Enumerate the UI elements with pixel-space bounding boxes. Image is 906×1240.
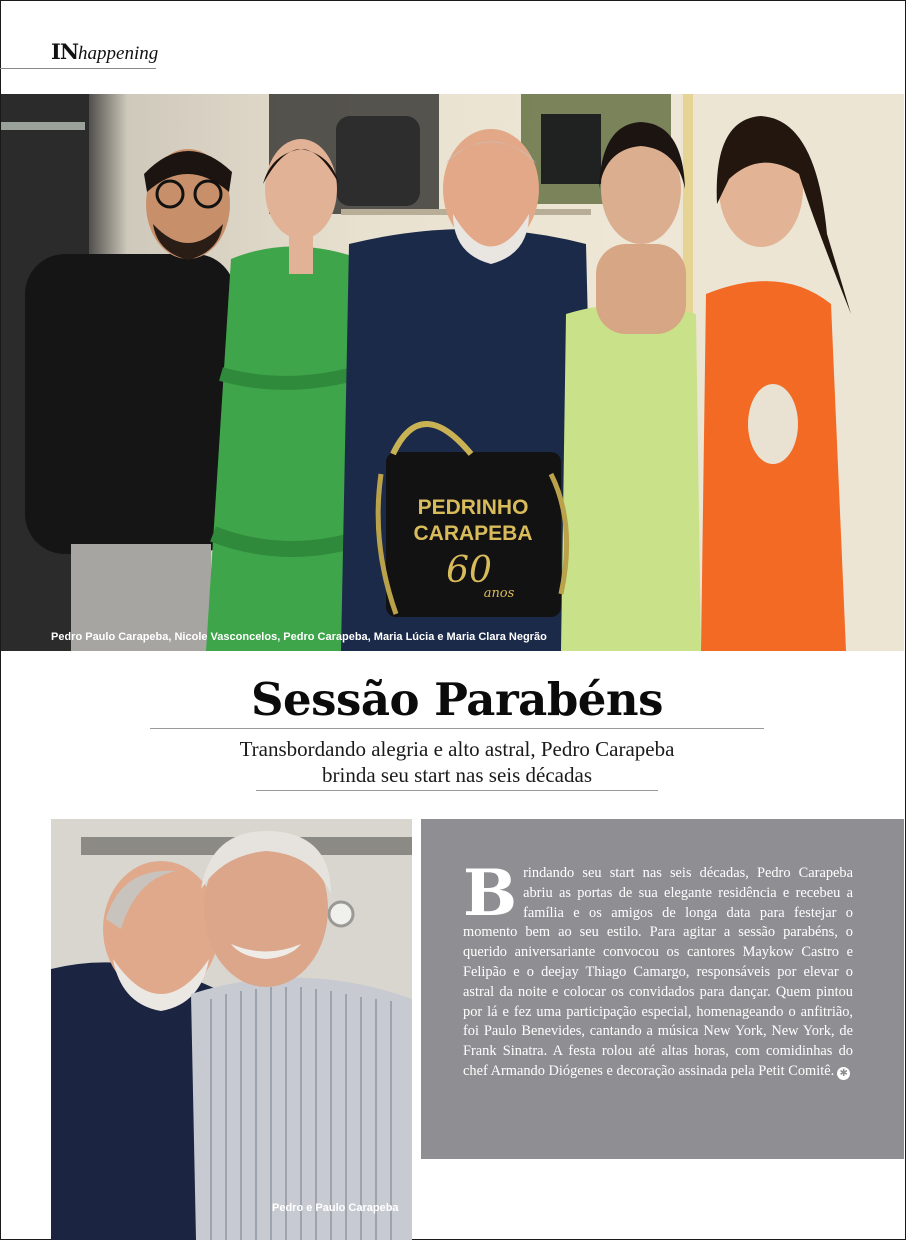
subhead [160, 736, 754, 788]
cake-number: 60 [446, 550, 492, 591]
brand-prefix: IN [51, 39, 79, 64]
brand-section: happening [78, 43, 159, 64]
brand-rule [0, 68, 156, 69]
subhead-rule [256, 790, 658, 791]
drop-cap: B [463, 856, 518, 931]
group-photo [1, 94, 904, 651]
portrait-photo-illustration [51, 819, 412, 1240]
subhead-line-1: Transbordando alegria e alto astral, Pedro Carapeba [239, 737, 675, 761]
cake-suffix: anos [483, 586, 515, 601]
subhead-line-2: brinda seu start nas seis décadas [322, 763, 592, 787]
article-body [463, 856, 853, 1082]
portrait-photo [51, 819, 412, 1240]
article-body-text: rindando seu start nas seis décadas, Pedro Carapeba abriu as portas de sua elegante residência e recebeu a família e os amigos de longa data para festejar o momento bem ao seu estilo. Para agitar a sessão parabéns, o querido aniversariante convocou os cantores Maykow Castro e Felipão e o deejay Thiago Camargo, responsáveis por elevar o astral da noite e colocar os convidados para dançar. Quem pintou por lá e fez uma participação especial, homenageando o anfitrião, foi Paulo Benevides, cantando a música New York, New York, de Frank Sinatra. A festa rolou até altas horas, com comidinhas do chef Armando Diógenes e decoração assinada pela Petit Comitê. [463, 865, 853, 1079]
cake-line2: CARAPEBA [413, 522, 533, 545]
group-photo-illustration [1, 94, 904, 651]
headline-rule [150, 728, 764, 729]
bottom-photo-caption: Pedro e Paulo Carapeba [272, 1202, 399, 1214]
top-photo-caption: Pedro Paulo Carapeba, Nicole Vasconcelos, Pedro Carapeba, Maria Lúcia e Maria Clara Negrão [51, 631, 547, 643]
section-brand [51, 40, 158, 66]
headline: Sessão Parabéns [251, 673, 663, 726]
end-mark-icon: ✱ [837, 1067, 850, 1080]
cake-line1: PEDRINHO [417, 496, 529, 519]
